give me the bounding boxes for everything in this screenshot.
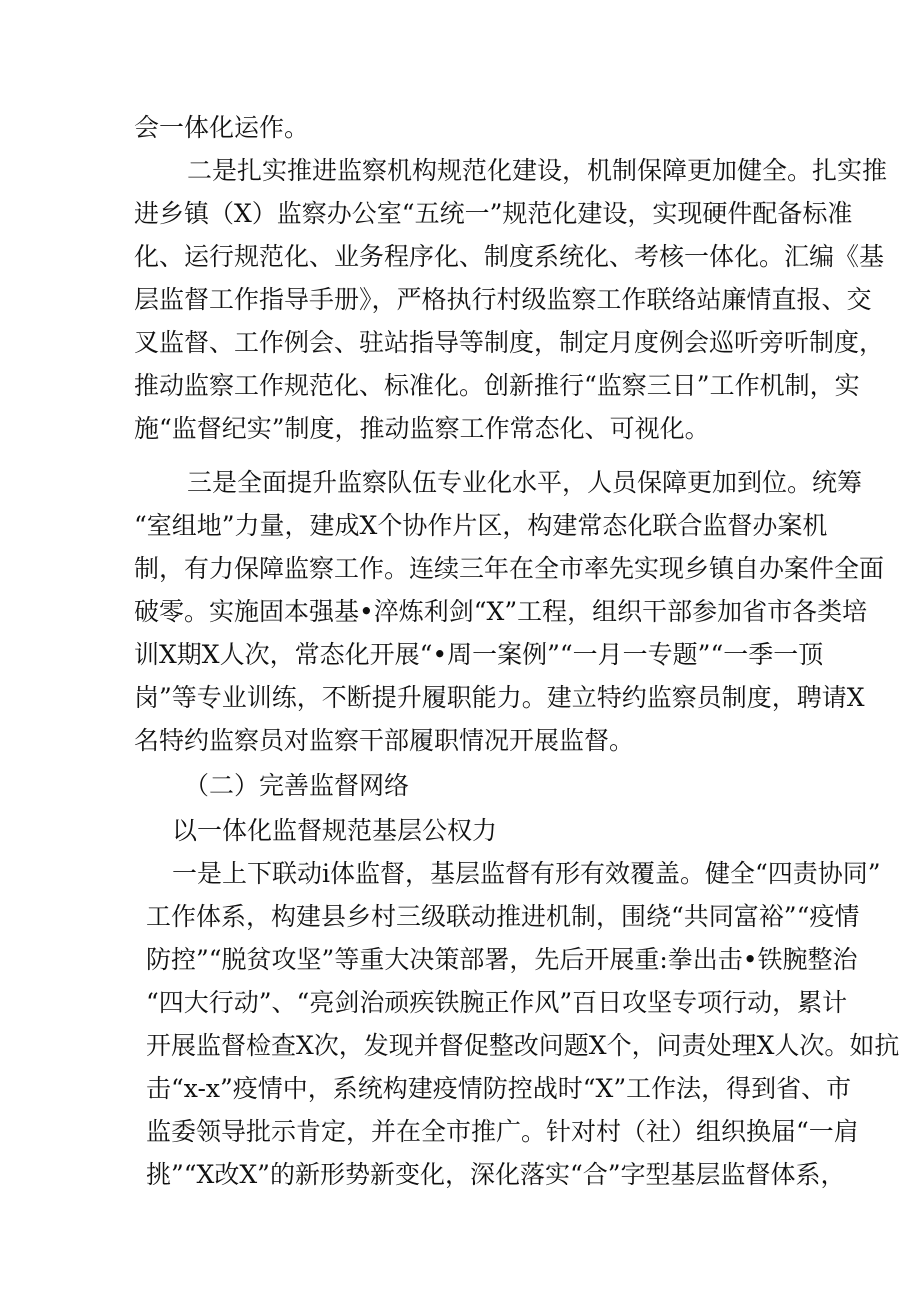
section-heading: （二）完善监督网络 (184, 771, 410, 800)
text-line: 推动监察工作规范化、标准化。创新推行“监察三日”工作机制，实 (134, 371, 860, 400)
text-line: 叉监督、工作例会、驻站指导等制度，制定月度例会巡听旁听制度， (134, 328, 885, 357)
text-line: 破零。实施固本强基•淬炼利剑“X”工程，组织干部参加省市各类培 (134, 597, 868, 626)
text-line: 制，有力保障监察工作。连续三年在全市率先实现乡镇自办案件全面 (134, 554, 885, 583)
text-line: 工作体系，构建县乡村三级联动推进机制，围绕“共同富裕”“疫情 (146, 902, 860, 931)
text-line: 防控”“脱贫攻坚”等重大决策部署，先后开展重:拳出击•铁腕整治 (146, 945, 858, 974)
text-line: 训X期X人次，常态化开展“•周一案例”“一月一专题”“一季一顶 (134, 640, 824, 669)
text-line: 会一体化运作。 (134, 113, 310, 142)
text-line: 一是上下联动i体监督，基层监督有形有效覆盖。健全“四责协同” (172, 859, 881, 888)
text-line: 二是扎实推进监察机构规范化建设，机制保障更加健全。扎实推 (187, 156, 888, 185)
text-line: “室组地”力量，建成X个协作片区，构建常态化联合监督办案机 (134, 511, 828, 540)
text-line: 化、运行规范化、业务程序化、制度系统化、考核一体化。汇编《基 (134, 242, 885, 271)
text-line: 三是全面提升监察队伍专业化水平，人员保障更加到位。统筹 (187, 468, 863, 497)
text-line: 监委领导批示肯定，并在全市推广。针对村（社）组织换届“一肩 (146, 1117, 859, 1146)
text-line: 开展监督检查X次，发现并督促整改问题X个，问责处理X人次。如抗 (146, 1031, 900, 1060)
text-line: 进乡镇（X）监察办公室“五统一”规范化建设，实现硬件配备标准 (134, 199, 853, 228)
text-line: 层监督工作指导手册》，严格执行村级监察工作联络站廉情直报、交 (134, 285, 872, 314)
text-line: “四大行动”、“亮剑治顽疾铁腕正作风”百日攻坚专项行动，累计 (146, 988, 848, 1017)
text-line: 岗”等专业训练，不断提升履职能力。建立特约监察员制度，聘请X (134, 683, 865, 712)
text-line: 施“监督纪实”制度，推动监察工作常态化、可视化。 (134, 414, 710, 443)
text-line: 名特约监察员对监察干部履职情况开展监督。 (134, 726, 635, 755)
text-line: 击“x-x”疫情中，系统构建疫情防控战时“X”工作法，得到省、市 (146, 1074, 852, 1103)
text-line: 挑”“X改X”的新形势新变化，深化落实“合”字型基层监督体系， (146, 1160, 846, 1189)
subheading: 以一体化监督规范基层公权力 (172, 816, 498, 845)
